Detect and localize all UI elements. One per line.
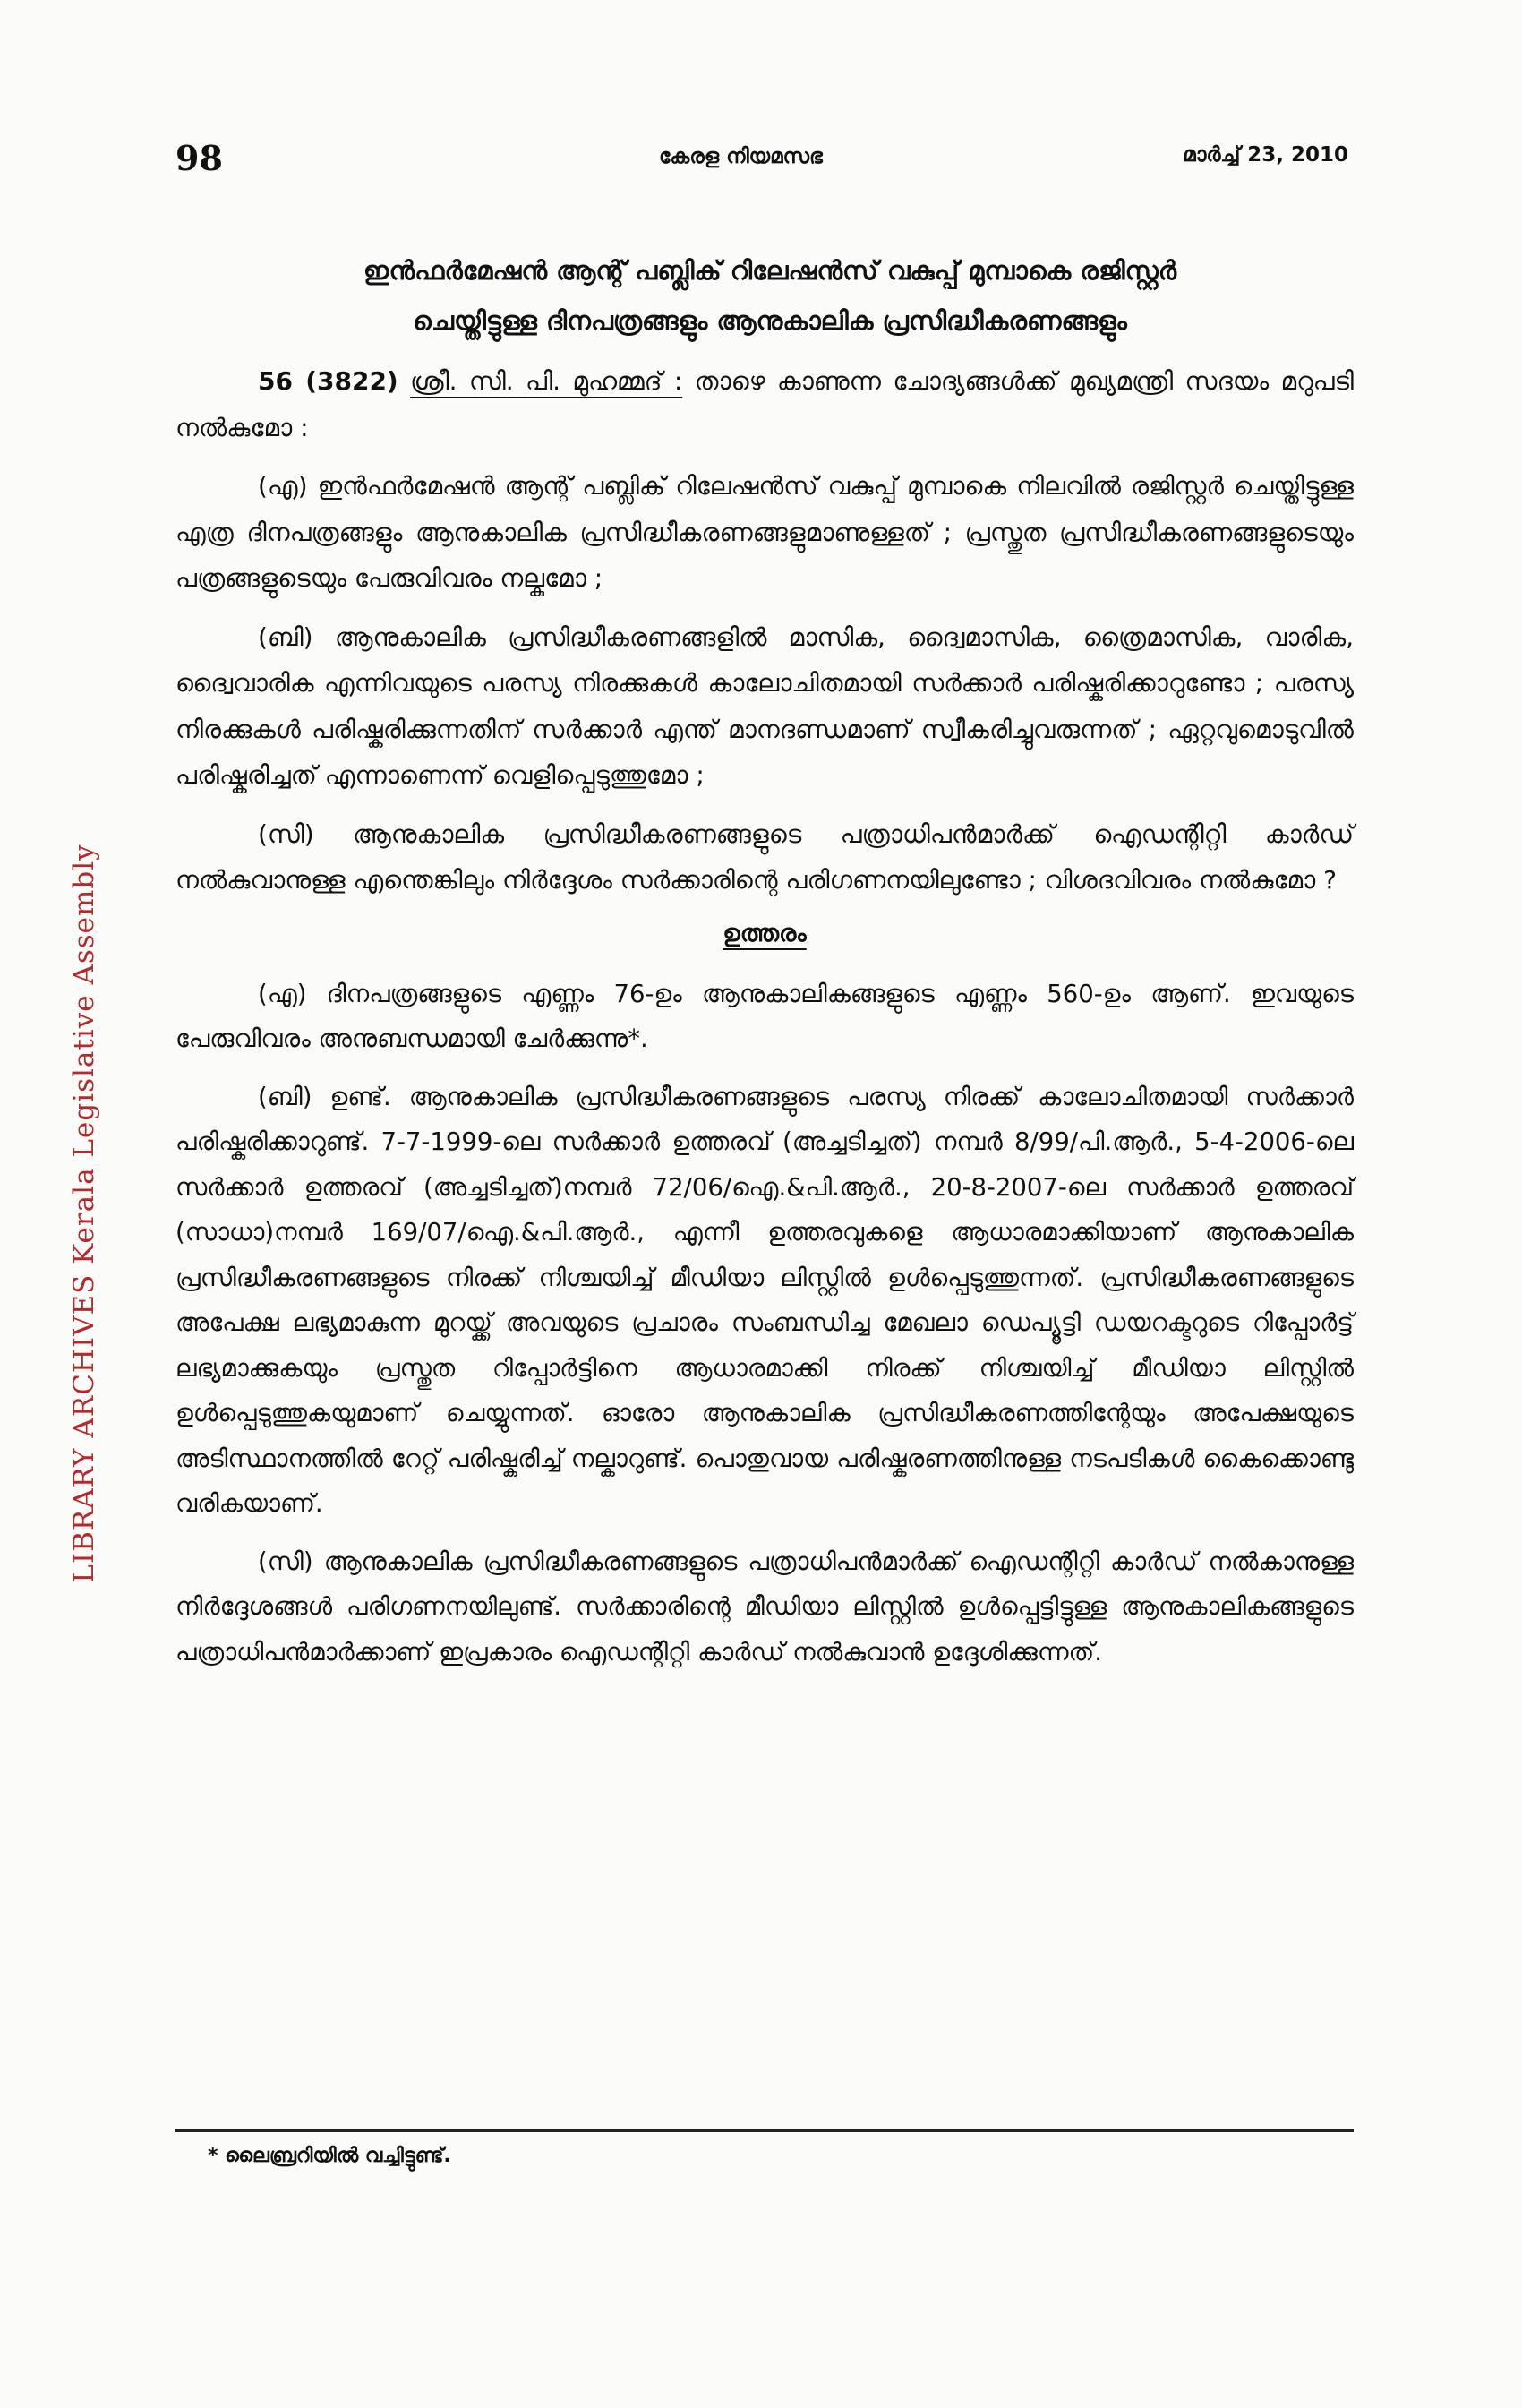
question-part-c: (സി) ആനുകാലിക പ്രസിദ്ധീകരണങ്ങളുടെ പത്രാധിപൻമാർക്ക് ഐഡന്റിറ്റി കാർഡ് നൽകുവാനുള്ള എന്തെങ്കിലും നിർദ്ദേശം സർക്കാരിന്റെ പരിഗണനയിലുണ്ടോ ; വിശദവിവരം നൽകുമോ ? bbox=[175, 818, 1354, 895]
footnote-divider bbox=[175, 2129, 1354, 2132]
question-number: 56 (3822) bbox=[258, 366, 398, 396]
running-title: കേരള നിയമസഭ bbox=[659, 145, 823, 168]
section-heading bbox=[215, 245, 1325, 346]
answer-part-c: (സി) ആനുകാലിക പ്രസിദ്ധീകരണങ്ങളുടെ പത്രാധിപൻമാർക്ക് ഐഡന്റിറ്റി കാർഡ് നൽകാനുള്ള നിർദ്ദേശങ്ങൾ പരിഗണനയിലുണ്ട്. സർക്കാരിന്റെ മീഡിയാ ലിസ്റ്റിൽ ഉൾപ്പെട്ടിട്ടുള്ള ആനുകാലികങ്ങളുടെ പത്രാധിപൻമാർക്കാണ് ഇപ്രകാരം ഐഡന്റിറ്റി കാർഡ് നൽകുവാൻ ഉദ്ദേശിക്കുന്നത്. bbox=[175, 1547, 1354, 1667]
question-part-a: (എ) ഇൻഫർമേഷൻ ആന്റ് പബ്ലിക് റിലേഷൻസ് വകുപ്പ് മുമ്പാകെ നിലവിൽ രജിസ്റ്റർ ചെയ്തിട്ടുള്ള എത്ര ദിനപത്രങ്ങളും ആനുകാലിക പ്രസിദ്ധീകരണങ്ങളുമാണുള്ളത് ; പ്രസ്തുത പ്രസിദ്ധീകരണങ്ങളുടെയും പത്രങ്ങളുടെയും പേരുവിവരം നല്കുമോ ; bbox=[175, 471, 1354, 593]
answer-part-a: (എ) ദിനപത്രങ്ങളുടെ എണ്ണം 76-ഉം ആനുകാലികങ്ങളുടെ എണ്ണം 560-ഉം ആണ്. ഇവയുടെ പേരുവിവരം അനുബന്ധമായി ചേർക്കുന്നു*. bbox=[175, 979, 1354, 1053]
answer-heading: ഉത്തരം bbox=[723, 919, 807, 947]
page-number: 98 bbox=[175, 138, 223, 178]
question-asker: ശ്രീ. സി. പി. മുഹമ്മദ് : bbox=[410, 366, 683, 396]
heading-line-1: ഇൻഫർമേഷൻ ആന്റ് പബ്ലിക് റിലേഷൻസ് വകുപ്പ് മുമ്പാകെ രജിസ്റ്റർ bbox=[363, 255, 1177, 286]
document-body bbox=[175, 358, 1354, 1687]
heading-line-2: ചെയ്തിട്ടുള്ള ദിനപത്രങ്ങളും ആനുകാലിക പ്രസിദ്ധീകരണങ്ങളും bbox=[413, 305, 1127, 336]
running-date: മാർച്ച് 23, 2010 bbox=[1183, 143, 1348, 167]
question-intro bbox=[175, 358, 1354, 450]
page-header bbox=[175, 134, 1348, 179]
answer-part-b: (ബി) ഉണ്ട്. ആനുകാലിക പ്രസിദ്ധീകരണങ്ങളുടെ പരസ്യ നിരക്ക് കാലോചിതമായി സർക്കാർ പരിഷ്കരിക്കാറുണ്ട്. 7-7-1999-ലെ സർക്കാർ ഉത്തരവ് (അച്ചടിച്ചത്) നമ്പർ 8/99/പി.ആർ., 5-4-2006-ലെ സർക്കാർ ഉത്തരവ് (അച്ചടിച്ചത്)നമ്പർ 72/06/ഐ.&പി.ആർ., 20-8-2007-ലെ സർക്കാർ ഉത്തരവ് (സാധാ)നമ്പർ 169/07/ഐ.&പി.ആർ., എന്നീ ഉത്തരവുകളെ ആധാരമാക്കിയാണ് ആനുകാലിക പ്രസിദ്ധീകരണങ്ങളുടെ നിരക്ക് നിശ്ചയിച്ച് മീഡിയാ ലിസ്റ്റിൽ ഉൾപ്പെടുത്തുന്നത്. പ്രസിദ്ധീകരണങ്ങളുടെ അപേക്ഷ ലഭ്യമാകുന്ന മുറയ്ക്ക് അവയുടെ പ്രചാരം സംബന്ധിച്ച മേഖലാ ഡെപ്യൂട്ടി ഡയറക്ടറുടെ റിപ്പോർട്ട് ലഭ്യമാക്കുകയും പ്രസ്തുത റിപ്പോർട്ടിനെ ആധാരമാക്കി നിരക്ക് നിശ്ചയിച്ച് മീഡിയാ ലിസ്റ്റിൽ ഉൾപ്പെടുത്തുകയുമാണ് ചെയ്യുന്നത്. ഓരോ ആനുകാലിക പ്രസിദ്ധീകരണത്തിന്റേയും അപേക്ഷയുടെ അടിസ്ഥാനത്തിൽ റേറ്റ് പരിഷ്കരിച്ച് നല്കാറുണ്ട്. പൊതുവായ പരിഷ്കരണത്തിനുള്ള നടപടികൾ കൈക്കൊണ്ടു വരികയാണ്. bbox=[175, 1082, 1354, 1518]
question-part-b: (ബി) ആനുകാലിക പ്രസിദ്ധീകരണങ്ങളിൽ മാസിക, ദ്വൈമാസിക, ത്രൈമാസിക, വാരിക, ദ്വൈവാരിക എന്നിവയുടെ പരസ്യ നിരക്കുകൾ കാലോചിതമായി സർക്കാർ പരിഷ്കരിക്കാറുണ്ടോ ; പരസ്യ നിരക്കുകൾ പരിഷ്കരിക്കുന്നതിന് സർക്കാർ എന്ത് മാനദണ്ഡമാണ് സ്വീകരിച്ചുവരുന്നത് ; ഏറ്റവുമൊടുവിൽ പരിഷ്കരിച്ചത് എന്നാണെന്ന് വെളിപ്പെടുത്തുമോ ; bbox=[175, 621, 1354, 790]
footnote: * ലൈബ്രറിയിൽ വച്ചിട്ടുണ്ട്. bbox=[208, 2145, 451, 2167]
archive-watermark: LIBRARY ARCHIVES Kerala Legislative Assembly bbox=[68, 844, 100, 1583]
question-intro-text: താഴെ കാണുന്ന ചോദ്യങ്ങൾക്ക് മുഖ്യമന്ത്രി സദയം മറുപടി നൽകുമോ : bbox=[175, 366, 1354, 442]
